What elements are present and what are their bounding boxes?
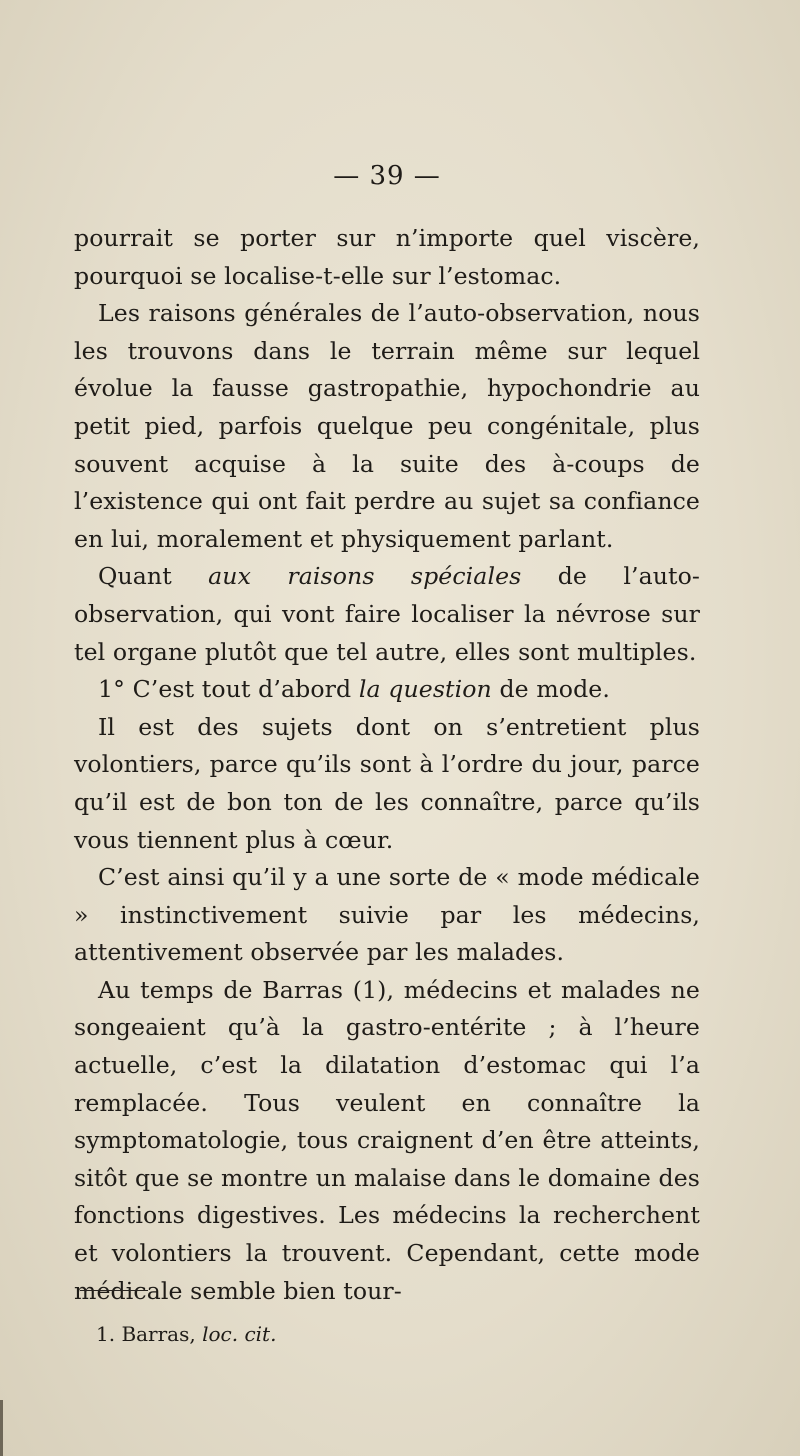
footnote-text: 1. Barras, (96, 1322, 203, 1346)
footnote-italic: loc. cit. (202, 1322, 277, 1346)
paragraph (74, 671, 700, 709)
page-number: — 39 — (333, 161, 441, 191)
text-run: pourrait se porter sur n’importe quel viscère, pourquoi se localise-t-elle sur l’estomac. (74, 224, 700, 290)
body-text (74, 220, 700, 1310)
paragraph (74, 295, 700, 558)
text-run: de l’auto-observation, qui vont faire localiser la névrose sur tel organe plutôt que tel autre, elles sont multiples. (74, 562, 700, 666)
text-run: Au temps de Barras (1), médecins et malades ne songeaient qu’à la gastro-entérite ; à l’heure actuelle, c’est la dilatation d’estomac qui l’a remplacée. Tous veulent en connaître la symptomatologie, tous craignent d’en être atteints, sitôt que se montre un malaise dans le domaine des fonctions digestives. Les médecins la recherchent et volontiers la trouvent. Cependant, cette mode médicale semble bien tour- (74, 975, 700, 1305)
paragraph (74, 859, 700, 972)
footnote-rule (80, 1290, 148, 1291)
paragraph (74, 558, 700, 671)
book-page (74, 160, 700, 1310)
paragraph (74, 709, 700, 859)
text-run: Quant (98, 562, 209, 591)
text-run: C’est ainsi qu’il y a une sorte de « mode médicale » instinctivement suivie par les médecins, attentivement observée par les malades. (74, 863, 700, 967)
text-run: de mode. (491, 675, 610, 704)
paragraph (74, 972, 700, 1310)
footnote (96, 1320, 276, 1348)
text-run: Il est des sujets dont on s’entretient plus volontiers, parce qu’ils sont à l’ordre du jour, parce qu’il est de bon ton de les connaître, parce qu’ils vous tiennent plus à cœur. (74, 712, 700, 854)
text-run: 1° C’est tout d’abord (98, 675, 359, 704)
paragraph (74, 220, 700, 295)
text-run: Les raisons générales de l’auto-observation, nous les trouvons dans le terrain même sur lequel évolue la fausse gastropathie, hypochondrie au petit pied, parfois quelque peu congénitale, plus souvent acquise à la suite des à-coups de l’existence qui ont fait perdre au sujet sa confiance en lui, moralement et physiquement parlant. (74, 299, 700, 553)
page-edge-mark (0, 1400, 3, 1456)
italic-text: aux raisons spéciales (208, 562, 522, 591)
italic-text: la question (358, 675, 492, 704)
